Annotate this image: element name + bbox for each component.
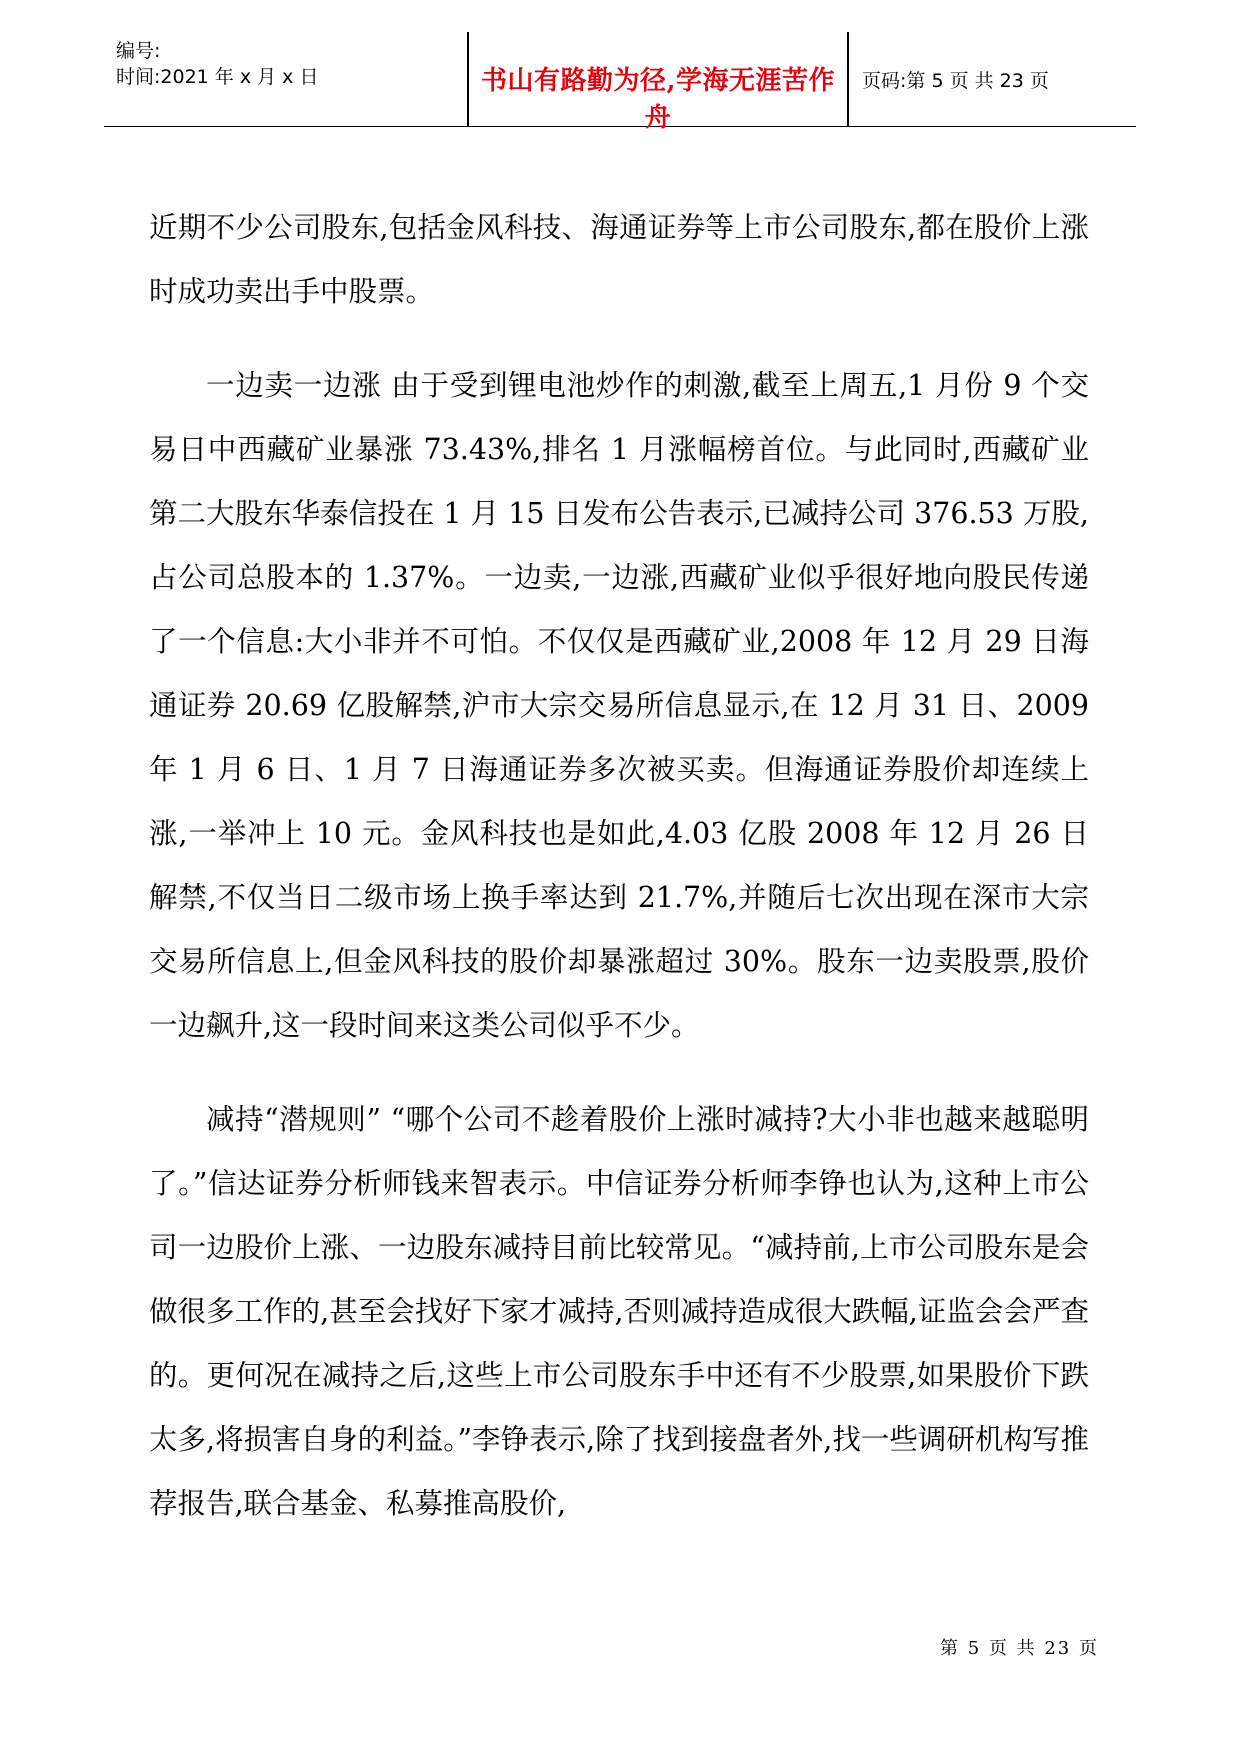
serial-number-label: 编号: <box>116 40 161 62</box>
header-divider <box>847 32 849 126</box>
document-body <box>149 196 1089 1536</box>
header-motto: 书山有路勤为径,学海无涯苦作舟 <box>480 66 836 133</box>
paragraph-unwritten-rules: 减持“潜规则” “哪个公司不趁着股价上涨时减持?大小非也越来越聪明了。”信达证券分析师钱来智表示。中信证券分析师李铮也认为,这种上市公司一边股价上涨、一边股东减持目前比较常见。“减持前,上市公司股东是会做很多工作的,甚至会找好下家才减持,否则减持造成很大跌幅,证监会会严查的。更何况在减持之后,这些上市公司股东手中还有不少股票,如果股价下跌太多,将损害自身的利益。”李铮表示,除了找到接盘者外,找一些调研机构写推荐报告,联合基金、私募推高股价, <box>149 1103 1089 1520</box>
paragraph-sell-while-rising: 一边卖一边涨 由于受到锂电池炒作的刺激,截至上周五,1 月份 9 个交易日中西藏矿业暴涨 73.43%,排名 1 月涨幅榜首位。与此同时,西藏矿业第二大股东华泰信投在 1 月 15 日发布公告表示,已减持公司 376.53 万股,占公司总股本的 1.37%。一边卖,一边涨,西藏矿业似乎很好地向股民传递了一个信息:大小非并不可怕。不仅仅是西藏矿业,2008 年 12 月 29 日海通证券 20.69 亿股解禁,沪市大宗交易所信息显示,在 12 月 31 日、2009 年 1 月 6 日、1 月 7 日海通证券多次被买卖。但海通证券股价却连续上涨,一举冲上 10 元。金风科技也是如此,4.03 亿股 2008 年 12 月 26 日解禁,不仅当日二级市场上换手率达到 21.7%,并随后七次出现在深市大宗交易所信息上,但金风科技的股价却暴涨超过 30%。股东一边卖股票,股价一边飙升,这一段时间来这类公司似乎不少。 <box>149 369 1089 1042</box>
page-header <box>104 32 1136 133</box>
date-label: 时间:2021 年 x 月 x 日 <box>116 66 319 88</box>
paragraph-intro: 近期不少公司股东,包括金风科技、海通证券等上市公司股东,都在股价上涨时成功卖出手中股票。 <box>149 211 1089 308</box>
page-footer: 第 5 页 共 23 页 <box>940 1638 1099 1659</box>
header-page-number: 页码:第 5 页 共 23 页 <box>862 70 1049 92</box>
header-meta <box>116 38 461 90</box>
